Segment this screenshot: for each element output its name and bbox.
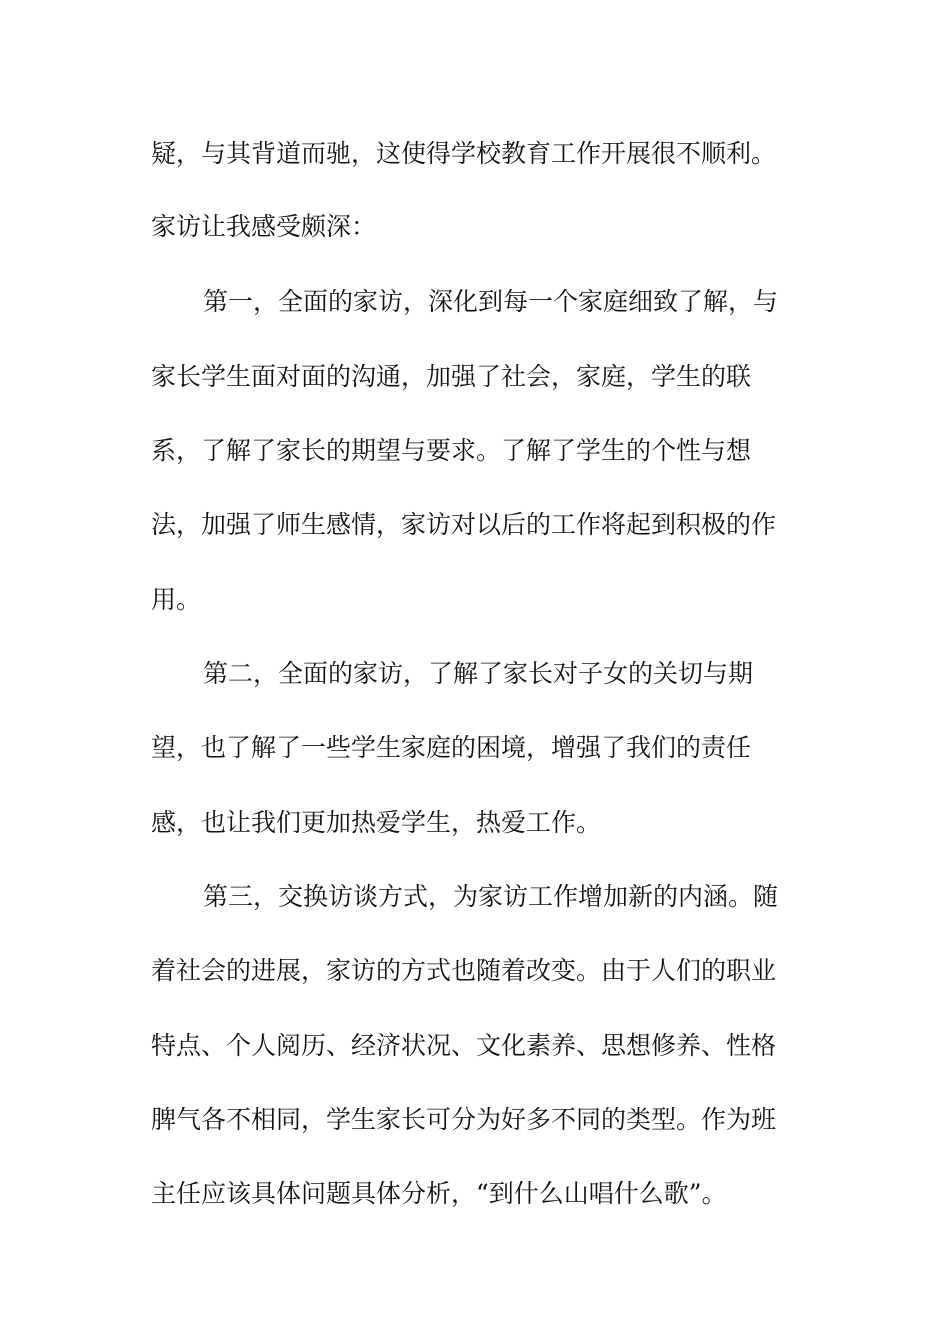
paragraph-3-line-1: 第三，交换访谈方式，为家访工作增加新的内涵。随 [203,882,779,911]
paragraph-1-line-3: 系，了解了家长的期望与要求。了解了学生的个性与想 [151,436,752,465]
paragraph-1-line-2: 家长学生面对面的沟通，加强了社会，家庭，学生的联 [151,362,752,391]
text-line-1: 疑，与其背道而驰，这使得学校教育工作开展很不顺利。 [151,139,777,168]
paragraph-3-line-5: 主任应该具体问题具体分析，“到什么山唱什么歌”。 [151,1179,727,1208]
text-line-2: 家访让我感受颇深： [151,212,377,241]
paragraph-2-line-3: 感，也让我们更加热爱学生，热爱工作。 [151,808,602,837]
paragraph-2-line-2: 望，也了解了一些学生家庭的困境，增强了我们的责任 [151,733,752,762]
paragraph-2-line-1: 第二，全面的家访，了解了家长对子女的关切与期 [203,659,754,688]
paragraph-1-line-1: 第一，全面的家访，深化到每一个家庭细致了解，与 [203,287,779,316]
paragraph-3-line-3: 特点、个人阅历、经济状况、文化素养、思想修养、性格 [151,1031,777,1060]
paragraph-1-line-5: 用。 [151,585,202,614]
paragraph-3-line-2: 着社会的进展，家访的方式也随着改变。由于人们的职业 [151,956,777,985]
paragraph-1-line-4: 法，加强了师生感情，家访对以后的工作将起到积极的作 [151,510,777,539]
paragraph-3-line-4: 脾气各不相同，学生家长可分为好多不同的类型。作为班 [151,1105,777,1134]
